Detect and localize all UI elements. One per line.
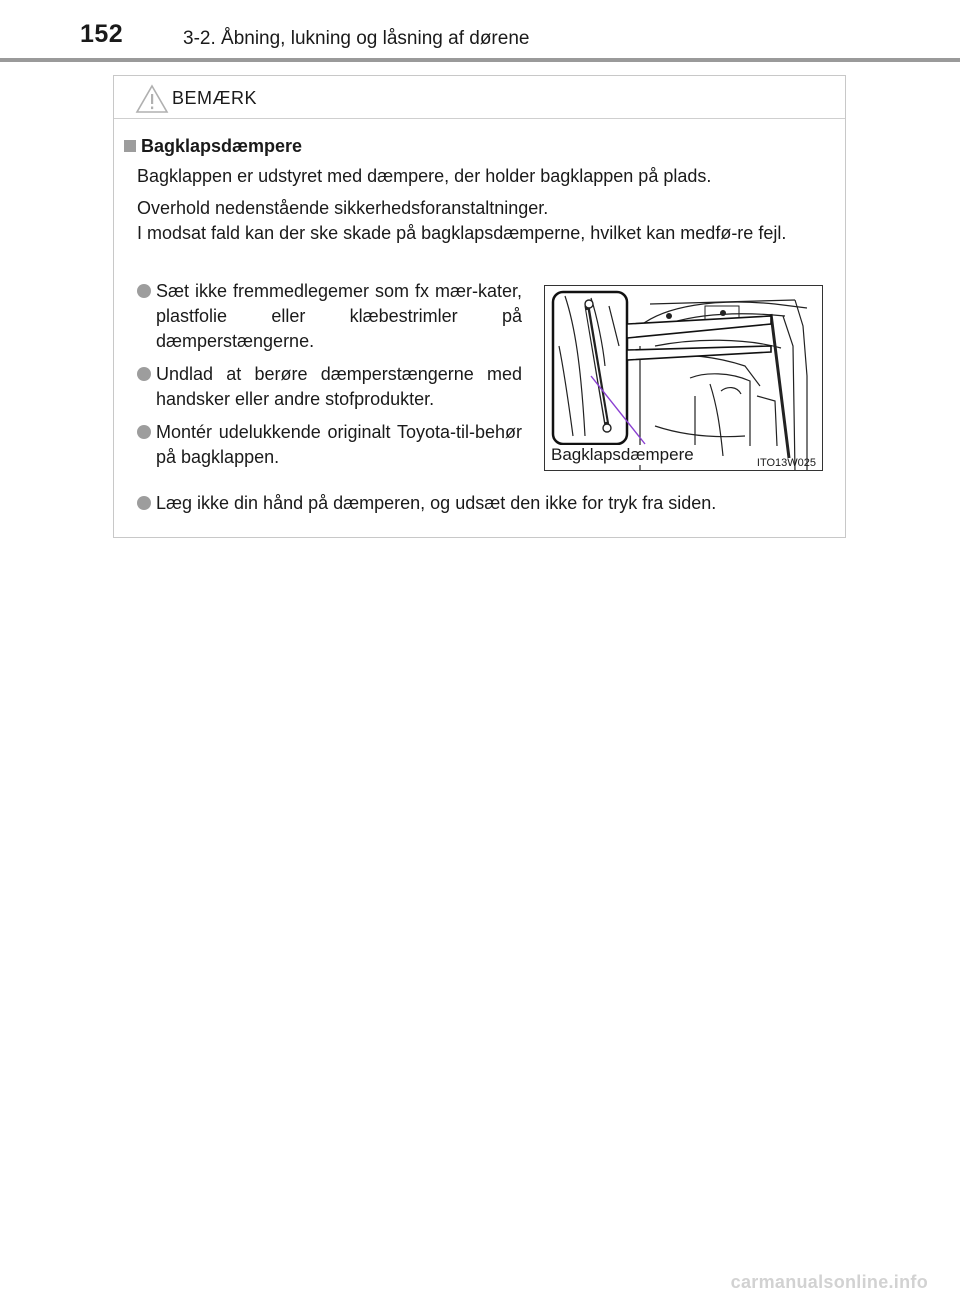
- bullet-dot-icon: [137, 367, 151, 381]
- bullet-text: Montér udelukkende originalt Toyota-til-behør på bagklappen.: [156, 422, 522, 467]
- page-header: [0, 0, 960, 62]
- watermark: carmanualsonline.info: [730, 1272, 928, 1292]
- bullet-text: Undlad at berøre dæmperstængerne med handsker eller andre stofprodukter.: [156, 364, 522, 409]
- paragraph-1: Bagklappen er udstyret med dæmpere, der holder bagklappen på plads.: [137, 166, 712, 186]
- subheading-text: Bagklapsdæmpere: [141, 136, 303, 156]
- tailgate-damper-drawing: [545, 286, 823, 471]
- bullet-text: Læg ikke din hånd på dæmperen, og udsæt den ikke for tryk fra siden.: [156, 493, 717, 513]
- bullet-dot-icon: [137, 496, 151, 510]
- bullet-text: Sæt ikke fremmedlegemer som fx mær-kater, plastfolie eller klæbestrimler på dæmperstængerne.: [156, 281, 522, 351]
- list-item: [137, 362, 522, 412]
- list-item: [137, 491, 856, 516]
- bullet-list: [137, 279, 522, 478]
- square-bullet-icon: [124, 140, 136, 152]
- list-item: [137, 279, 522, 354]
- paragraph-2: [137, 196, 837, 246]
- bullet-dot-icon: [137, 425, 151, 439]
- subheading: [124, 136, 302, 157]
- callout-label: Bagklapsdæmpere: [551, 445, 694, 464]
- paragraph-2-line-2: I modsat fald kan der ske skade på bagklapsdæmperne, hvilket kan medfø-re fejl.: [137, 223, 787, 243]
- warning-icon: [135, 84, 169, 114]
- page-number: 152: [80, 20, 124, 48]
- notice-box: [113, 75, 846, 538]
- paragraph-2-line-1: Overhold nedenstående sikkerhedsforanstaltninger.: [137, 198, 549, 218]
- list-item: [137, 420, 522, 470]
- section-title: 3-2. Åbning, lukning og låsning af dørene: [183, 28, 530, 49]
- figure-code: ITO13W025: [756, 457, 816, 469]
- notice-label: BEMÆRK: [172, 88, 258, 108]
- bullet-dot-icon: [137, 284, 151, 298]
- notice-header: [114, 76, 845, 119]
- header-rule: [0, 58, 960, 62]
- tailgate-illustration: [544, 285, 823, 471]
